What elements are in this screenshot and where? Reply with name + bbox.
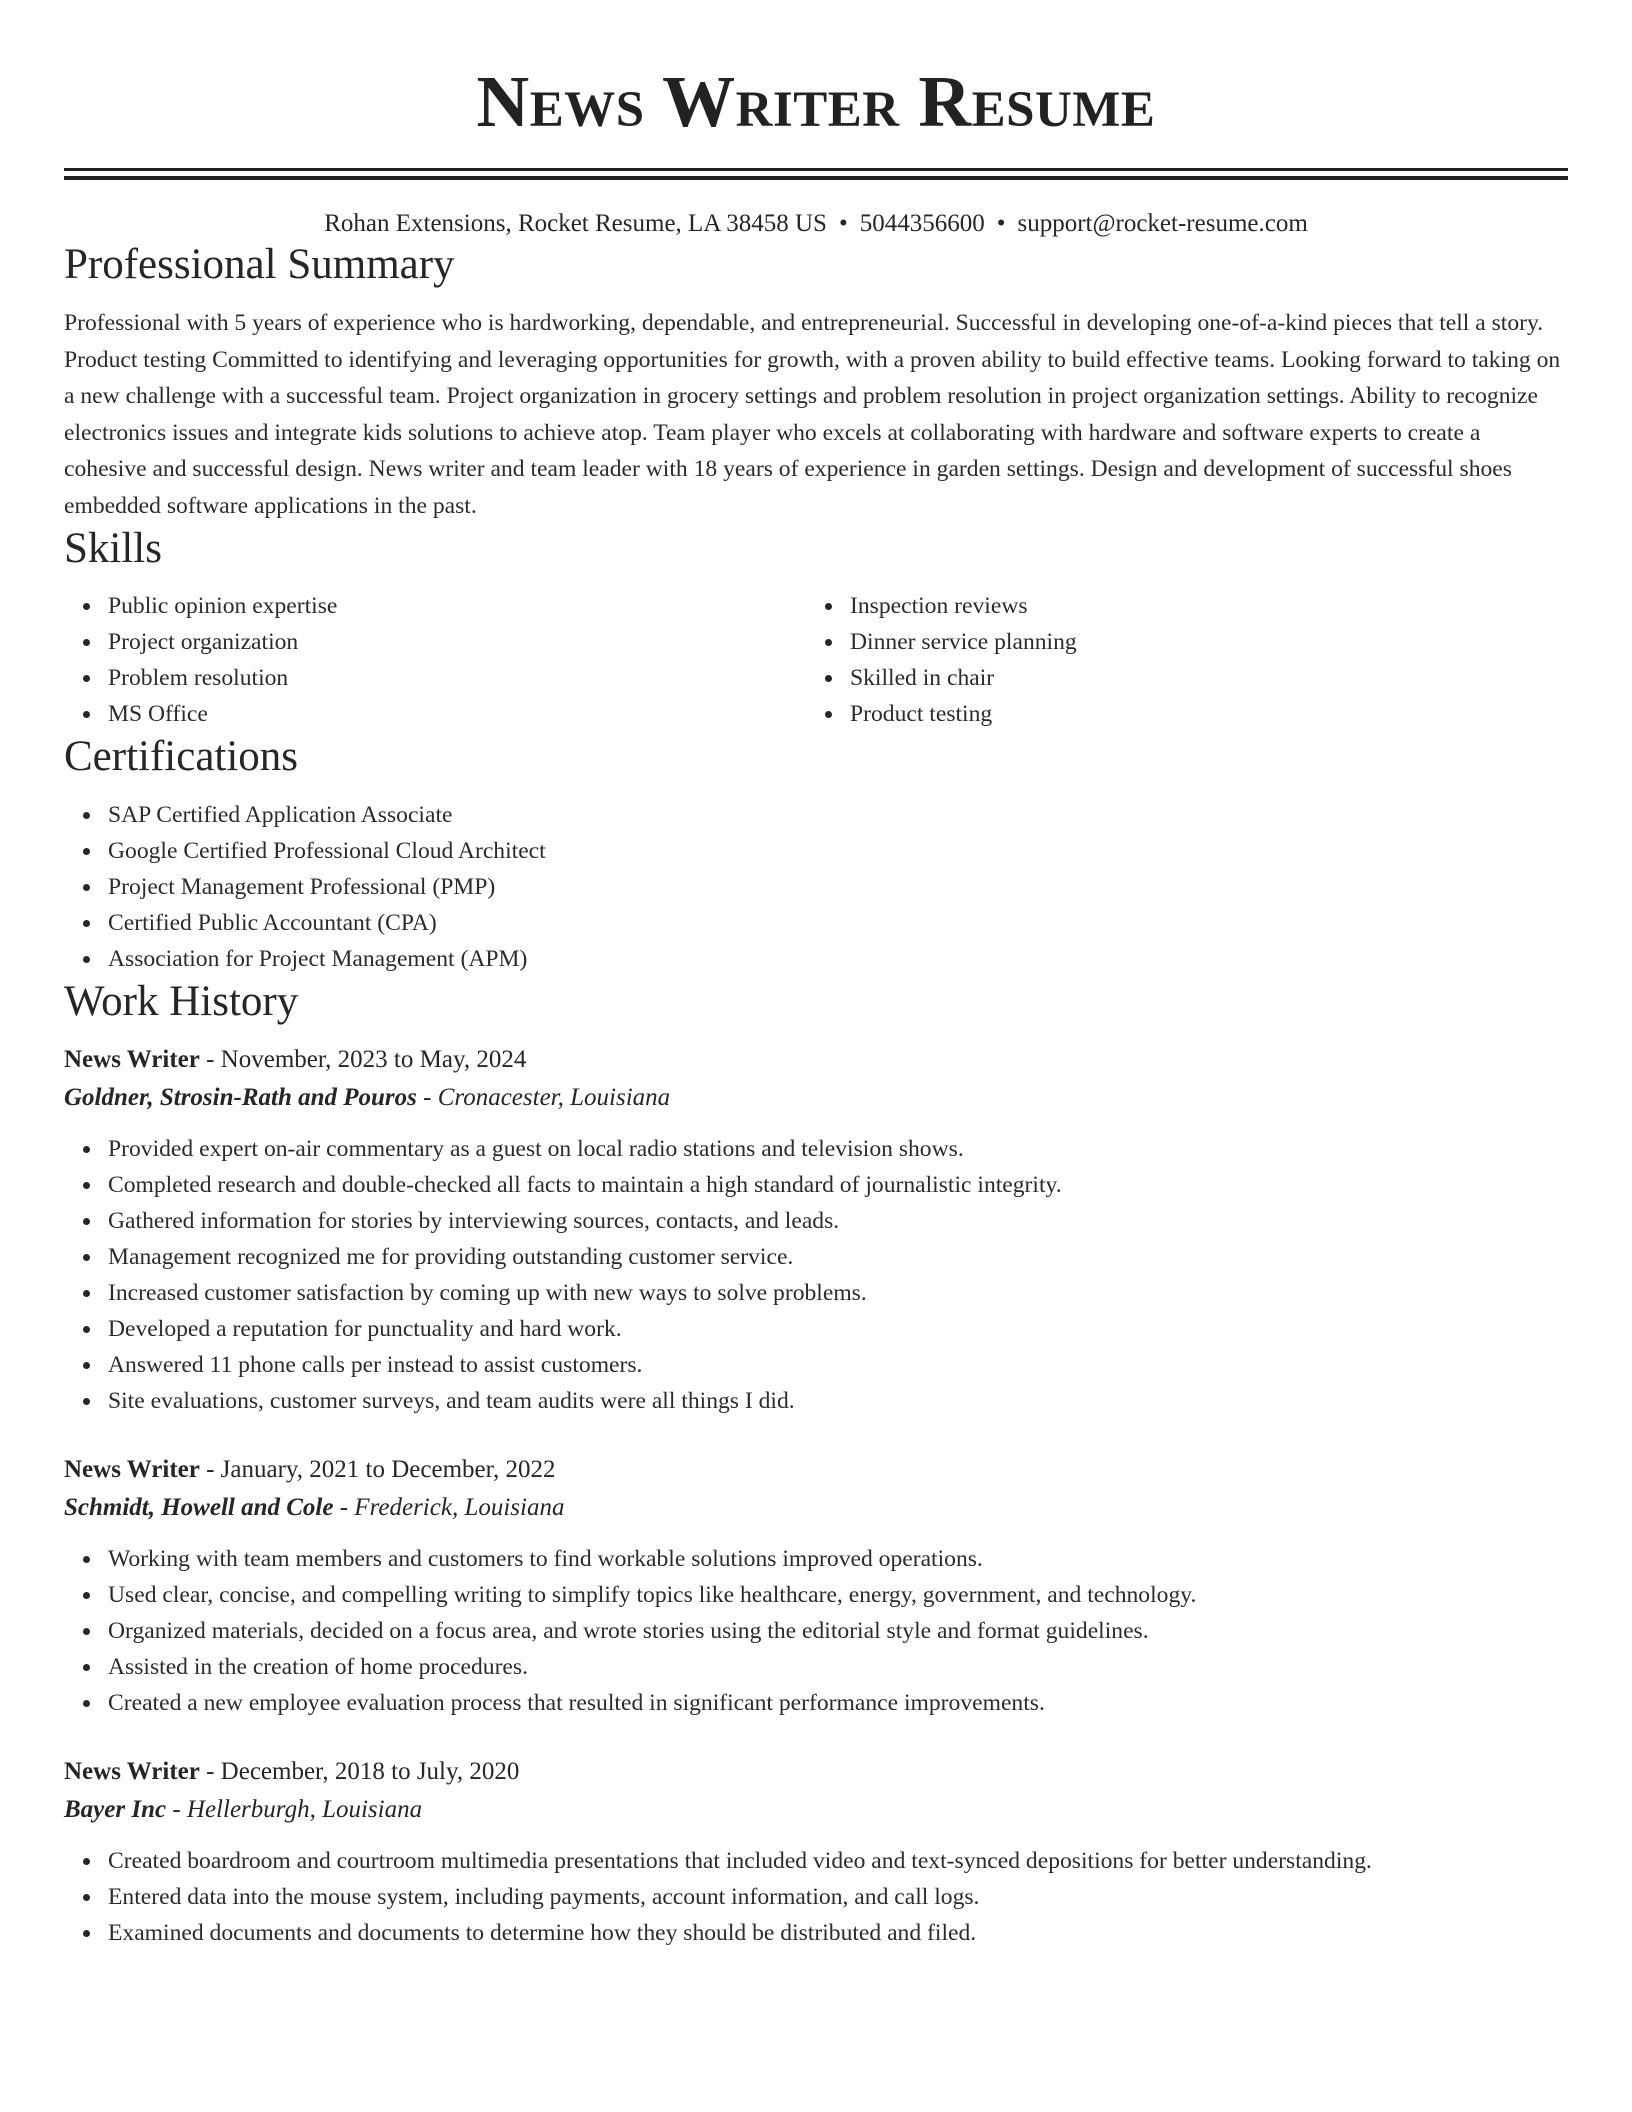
resume-page bbox=[64, 0, 1568, 1951]
skills-grid bbox=[64, 588, 1568, 732]
job-header bbox=[64, 1041, 1568, 1079]
job-company: Goldner, Strosin-Rath and Pouros bbox=[64, 1084, 417, 1111]
job-header bbox=[64, 1753, 1568, 1791]
contact-line bbox=[64, 208, 1568, 240]
job-duty: Used clear, concise, and compelling writing to simplify topics like healthcare, energy, government, and technology. bbox=[108, 1577, 1568, 1613]
job-location: - Hellerburgh, Louisiana bbox=[166, 1796, 423, 1823]
skills-column-left bbox=[64, 588, 806, 732]
job-duty: Gathered information for stories by interviewing sources, contacts, and leads. bbox=[108, 1203, 1568, 1239]
job-company-line bbox=[64, 1079, 1568, 1117]
job-company-line bbox=[64, 1489, 1568, 1527]
job-duty: Answered 11 phone calls per instead to assist customers. bbox=[108, 1347, 1568, 1383]
job-duty: Provided expert on-air commentary as a guest on local radio stations and television shows. bbox=[108, 1131, 1568, 1167]
job-duty: Created boardroom and courtroom multimedia presentations that included video and text-synced depositions for better understanding. bbox=[108, 1843, 1568, 1879]
job-duty: Organized materials, decided on a focus area, and wrote stories using the editorial style and format guidelines. bbox=[108, 1613, 1568, 1649]
job-title: News Writer bbox=[64, 1046, 200, 1073]
job-title: News Writer bbox=[64, 1456, 200, 1483]
job-dates: - November, 2023 to May, 2024 bbox=[199, 1046, 527, 1073]
skill-item: Problem resolution bbox=[108, 660, 806, 696]
certifications-list bbox=[64, 797, 1568, 977]
skills-column-right bbox=[806, 588, 1548, 732]
certification-item: Project Management Professional (PMP) bbox=[108, 869, 1568, 905]
summary-text: Professional with 5 years of experience who is hardworking, dependable, and entrepreneurial. Successful in developing one-of-a-kind pieces that tell a story. Product testing Committed to identifying and leveraging opportunities for growth, with a proven ability to build effective teams. Looking forward to taking on a new challenge with a successful team. Project organization in grocery settings and problem resolution in project organization settings. Ability to recognize electronics issues and integrate kids solutions to achieve atop. Team player who excels at collaborating with hardware and software experts to create a cohesive and successful design. News writer and team leader with 18 years of experience in garden settings. Design and development of successful shoes embedded software applications in the past. bbox=[64, 310, 1561, 519]
job-duty: Working with team members and customers to find workable solutions improved operations. bbox=[108, 1541, 1568, 1577]
certification-item: Google Certified Professional Cloud Architect bbox=[108, 833, 1568, 869]
contact-email: support@rocket-resume.com bbox=[1017, 210, 1308, 237]
job-duty: Assisted in the creation of home procedures. bbox=[108, 1649, 1568, 1685]
certification-item: Certified Public Accountant (CPA) bbox=[108, 905, 1568, 941]
job-company: Bayer Inc bbox=[64, 1796, 167, 1823]
skills-heading: Skills bbox=[64, 525, 162, 572]
job-duty: Examined documents and documents to determine how they should be distributed and filed. bbox=[108, 1915, 1568, 1951]
job-duty: Created a new employee evaluation process that resulted in significant performance improvements. bbox=[108, 1685, 1568, 1721]
job-dates: - December, 2018 to July, 2020 bbox=[199, 1758, 520, 1785]
job-duty: Site evaluations, customer surveys, and team audits were all things I did. bbox=[108, 1383, 1568, 1419]
job-duty: Management recognized me for providing outstanding customer service. bbox=[108, 1239, 1568, 1275]
job-location: - Frederick, Louisiana bbox=[333, 1494, 565, 1521]
job-duty: Developed a reputation for punctuality and hard work. bbox=[108, 1311, 1568, 1347]
contact-phone: 5044356600 bbox=[859, 210, 985, 237]
job-company-line bbox=[64, 1791, 1568, 1829]
job-duty: Completed research and double-checked all facts to maintain a high standard of journalistic integrity. bbox=[108, 1167, 1568, 1203]
job-dates: - January, 2021 to December, 2022 bbox=[199, 1456, 556, 1483]
job-title: News Writer bbox=[64, 1758, 200, 1785]
skill-item: MS Office bbox=[108, 696, 806, 732]
job-entry bbox=[64, 1041, 1568, 1419]
contact-separator: • bbox=[996, 210, 1006, 237]
job-entry bbox=[64, 1753, 1568, 1951]
skill-item: Product testing bbox=[850, 696, 1548, 732]
resume-title: News Writer Resume bbox=[476, 61, 1156, 142]
work-history-heading: Work History bbox=[64, 978, 299, 1025]
job-location: - Cronacester, Louisiana bbox=[416, 1084, 671, 1111]
job-header bbox=[64, 1451, 1568, 1489]
title-divider bbox=[64, 168, 1568, 180]
job-entry bbox=[64, 1451, 1568, 1721]
job-duties-list bbox=[64, 1843, 1568, 1951]
skills-list-right bbox=[806, 588, 1548, 732]
certifications-heading: Certifications bbox=[64, 733, 299, 780]
skill-item: Project organization bbox=[108, 624, 806, 660]
certification-item: Association for Project Management (APM) bbox=[108, 941, 1568, 977]
skills-list-left bbox=[64, 588, 806, 732]
skill-item: Public opinion expertise bbox=[108, 588, 806, 624]
skill-item: Dinner service planning bbox=[850, 624, 1548, 660]
skill-item: Inspection reviews bbox=[850, 588, 1548, 624]
job-duty: Entered data into the mouse system, including payments, account information, and call logs. bbox=[108, 1879, 1568, 1915]
job-duties-list bbox=[64, 1131, 1568, 1419]
contact-separator: • bbox=[838, 210, 848, 237]
certification-item: SAP Certified Application Associate bbox=[108, 797, 1568, 833]
job-company: Schmidt, Howell and Cole bbox=[64, 1494, 334, 1521]
job-duty: Increased customer satisfaction by coming up with new ways to solve problems. bbox=[108, 1275, 1568, 1311]
contact-address: Rohan Extensions, Rocket Resume, LA 38458 US bbox=[324, 210, 827, 237]
summary-heading: Professional Summary bbox=[64, 241, 455, 288]
job-duties-list bbox=[64, 1541, 1568, 1721]
skill-item: Skilled in chair bbox=[850, 660, 1548, 696]
